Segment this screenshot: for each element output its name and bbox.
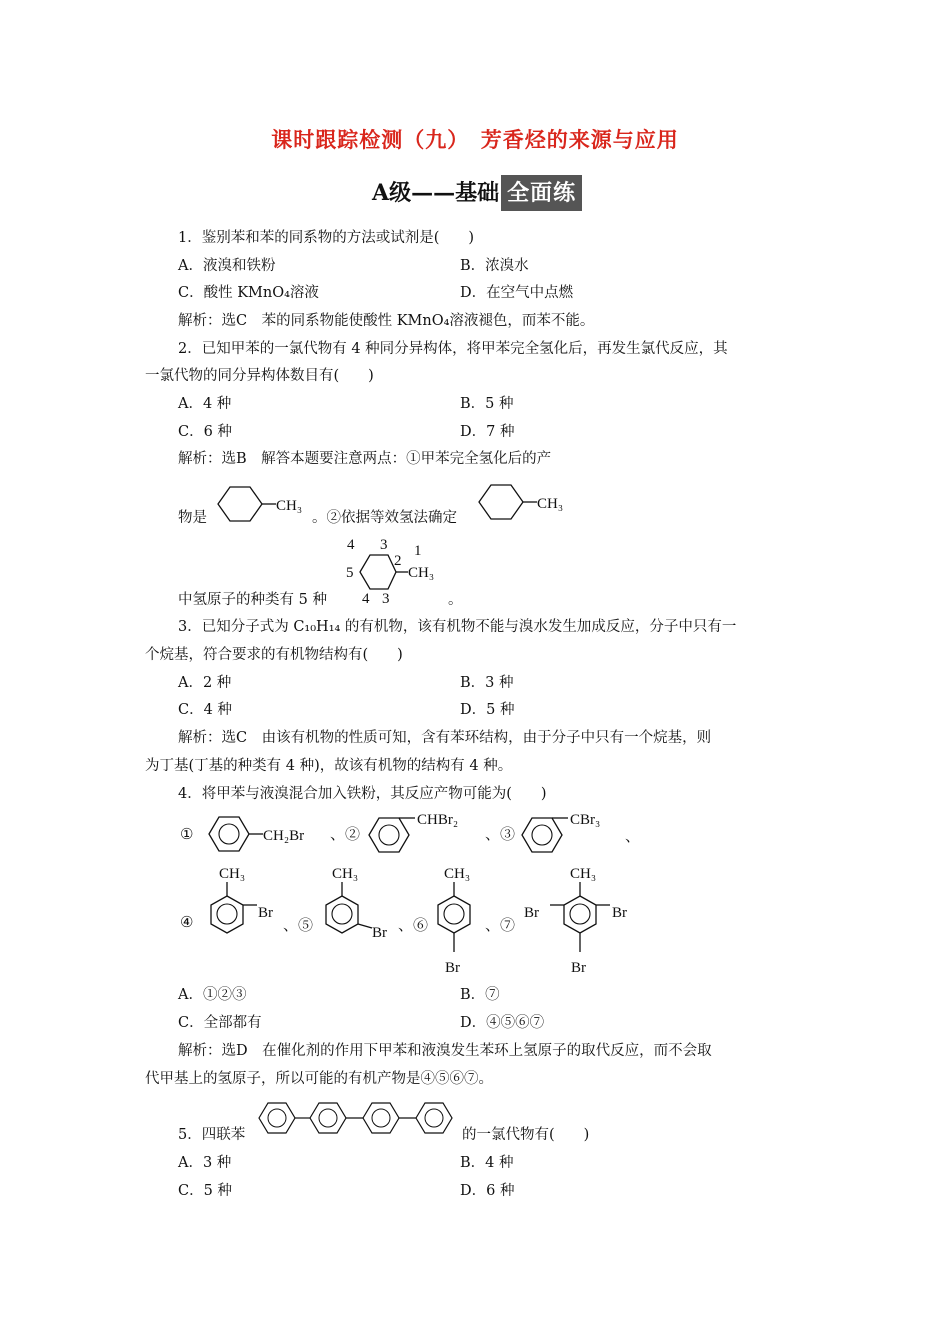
substituent-label: CH₂Br [263, 828, 305, 844]
ch3-label: CH₃ [570, 866, 597, 882]
q5-stem-a: 5．四联苯 [178, 1127, 246, 1143]
q2-option-c: C．6 种 [178, 424, 232, 440]
q4-marker-4: ④ [180, 913, 194, 931]
aromatic-circle [532, 825, 552, 845]
br-label-right: Br [612, 905, 627, 921]
ch3-label: CH₃ [219, 866, 246, 882]
phenyl-ring-2 [310, 1103, 346, 1133]
q2-stem-line1: 2．已知甲苯的一氯代物有 4 种同分异构体，将甲苯完全氢化后，再发生氯代反应，其 [178, 341, 728, 357]
ch3-label: CH₃ [332, 866, 359, 882]
ch3-label: CH₃ [444, 866, 471, 882]
ortho-bromotoluene-structure [203, 862, 293, 952]
benzal-bromide-structure [365, 805, 495, 855]
numbered-methylcyclohexane [342, 537, 462, 607]
benzene-ring [326, 896, 358, 933]
q4-marker-6: 、⑥ [398, 916, 429, 934]
cyclohexane-ring [218, 487, 262, 521]
q1-analysis: 解析：选C 苯的同系物能使酸性 KMnO₄溶液褪色，而苯不能。 [178, 313, 595, 329]
position-label-1: 1 [414, 543, 422, 559]
q2-analysis-line3a: 中氢原子的种类有 5 种 [178, 592, 327, 608]
aromatic-circle [332, 904, 352, 924]
q4-marker-5: 、⑤ [283, 916, 314, 934]
q5-option-b: B．4 种 [460, 1155, 514, 1171]
level-heading [372, 175, 582, 211]
benzyl-bromide-structure [205, 810, 335, 860]
substituent-label: CBr₃ [570, 812, 601, 828]
q5-stem-b: 的一氯代物有( ) [462, 1127, 590, 1143]
benzotribromide-structure [518, 805, 628, 855]
position-label-5: 5 [346, 565, 354, 581]
q3-analysis-line1: 解析：选C 由该有机物的性质可知，含有苯环结构，由于分子中只有一个烷基，则 [178, 730, 712, 746]
q1-option-c: C．酸性 KMnO₄溶液 [178, 285, 319, 301]
q2-option-b: B．5 种 [460, 396, 514, 412]
q4-analysis-line1: 解析：选D 在催化剂的作用下甲苯和液溴发生苯环上氢原子的取代反应，而不会取 [178, 1043, 712, 1059]
bond [358, 924, 372, 928]
aromatic-circle [570, 904, 590, 924]
q4-stem: 4．将甲苯与液溴混合加入铁粉，其反应产物可能为( ) [178, 786, 547, 802]
page-title: 课时跟踪检测（九） 芳香烃的来源与应用 [271, 128, 679, 152]
q4-marker-3-end: 、 [625, 827, 641, 845]
q3-option-b: B．3 种 [460, 675, 514, 691]
q5-option-d: D．6 种 [460, 1183, 515, 1199]
quaterphenyl-structure [255, 1100, 465, 1140]
phenyl-ring-1 [259, 1103, 295, 1133]
ch3-label: CH₃ [276, 498, 303, 514]
meta-bromotoluene-structure [318, 862, 408, 952]
position-label-3b: 3 [382, 591, 390, 607]
q4-marker-2: 、② [330, 825, 361, 843]
q4-option-c: C．全部都有 [178, 1015, 262, 1031]
phenyl-ring-3 [363, 1103, 399, 1133]
q1-stem: 1．鉴别苯和苯的同系物的方法或试剂是( ) [178, 230, 475, 246]
aromatic-circle [219, 824, 239, 844]
level-prefix: A级——基础 [372, 180, 500, 206]
benzene-ring [564, 896, 596, 933]
methylcyclohexane-structure-2 [475, 480, 575, 530]
br-label-bottom: Br [571, 960, 586, 976]
q3-analysis-line2: 为丁基(丁基的种类有 4 种)，故该有机物的结构有 4 种。 [145, 758, 513, 774]
benzene-ring [209, 817, 249, 851]
q2-option-d: D．7 种 [460, 424, 515, 440]
position-label-3: 3 [380, 537, 388, 553]
phenyl-ring-4 [416, 1103, 452, 1133]
position-label-4b: 4 [362, 591, 370, 607]
q4-marker-3: 、③ [485, 825, 516, 843]
level-box: 全面练 [501, 175, 582, 211]
q1-option-b: B．浓溴水 [460, 258, 529, 274]
cyclohexane-ring [360, 555, 396, 589]
q3-option-a: A．2 种 [178, 675, 232, 691]
q2-option-a: A．4 种 [178, 396, 232, 412]
benzene-ring [211, 896, 243, 933]
benzene-ring [438, 896, 470, 933]
q4-analysis-line2: 代甲基上的氢原子，所以可能的有机产物是④⑤⑥⑦。 [145, 1071, 493, 1087]
q1-option-a: A．液溴和铁粉 [178, 258, 276, 274]
q3-stem-line1: 3．已知分子式为 C₁₀H₁₄ 的有机物，该有机物不能与溴水发生加成反应，分子中只有一 [178, 619, 737, 635]
q3-stem-line2: 个烷基，符合要求的有机物结构有( ) [145, 647, 403, 663]
q5-option-a: A．3 种 [178, 1155, 232, 1171]
q4-option-a: A．①②③ [178, 987, 247, 1003]
br-label: Br [258, 905, 273, 921]
q4-option-d: D．④⑤⑥⑦ [460, 1015, 545, 1031]
br-label: Br [372, 925, 387, 941]
position-label-2: 2 [394, 553, 402, 569]
q4-option-b: B．⑦ [460, 987, 500, 1003]
q3-option-d: D．5 种 [460, 702, 515, 718]
q4-marker-7: 、⑦ [485, 916, 516, 934]
methylcyclohexane-structure-1 [210, 482, 310, 532]
q5-option-c: C．5 种 [178, 1183, 232, 1199]
aromatic-circle [217, 904, 237, 924]
br-label-left: Br [524, 905, 539, 921]
benzene-ring [522, 818, 562, 852]
tribromotoluene-structure [522, 862, 637, 977]
aromatic-circle [379, 825, 399, 845]
br-label: Br [445, 960, 460, 976]
q2-analysis-line3b: 。 [448, 592, 463, 608]
substituent-label: CHBr₂ [417, 812, 459, 828]
ch3-label: CH₃ [408, 565, 435, 581]
benzene-ring [369, 818, 409, 852]
ch3-label: CH₃ [537, 496, 564, 512]
q2-stem-line2: 一氯代物的同分异构体数目有( ) [145, 368, 374, 384]
q2-analysis-line2a: 物是 [178, 510, 207, 526]
q2-analysis-line2b: 。②依据等效氢法确定 [312, 510, 457, 526]
q2-analysis-line1: 解析：选B 解答本题要注意两点：①甲苯完全氢化后的产 [178, 451, 552, 467]
q3-option-c: C．4 种 [178, 702, 232, 718]
q4-marker-1: ① [180, 825, 194, 843]
aromatic-circle [444, 904, 464, 924]
position-label-4: 4 [347, 537, 355, 553]
q1-option-d: D．在空气中点燃 [460, 285, 574, 301]
cyclohexane-ring [479, 485, 523, 519]
